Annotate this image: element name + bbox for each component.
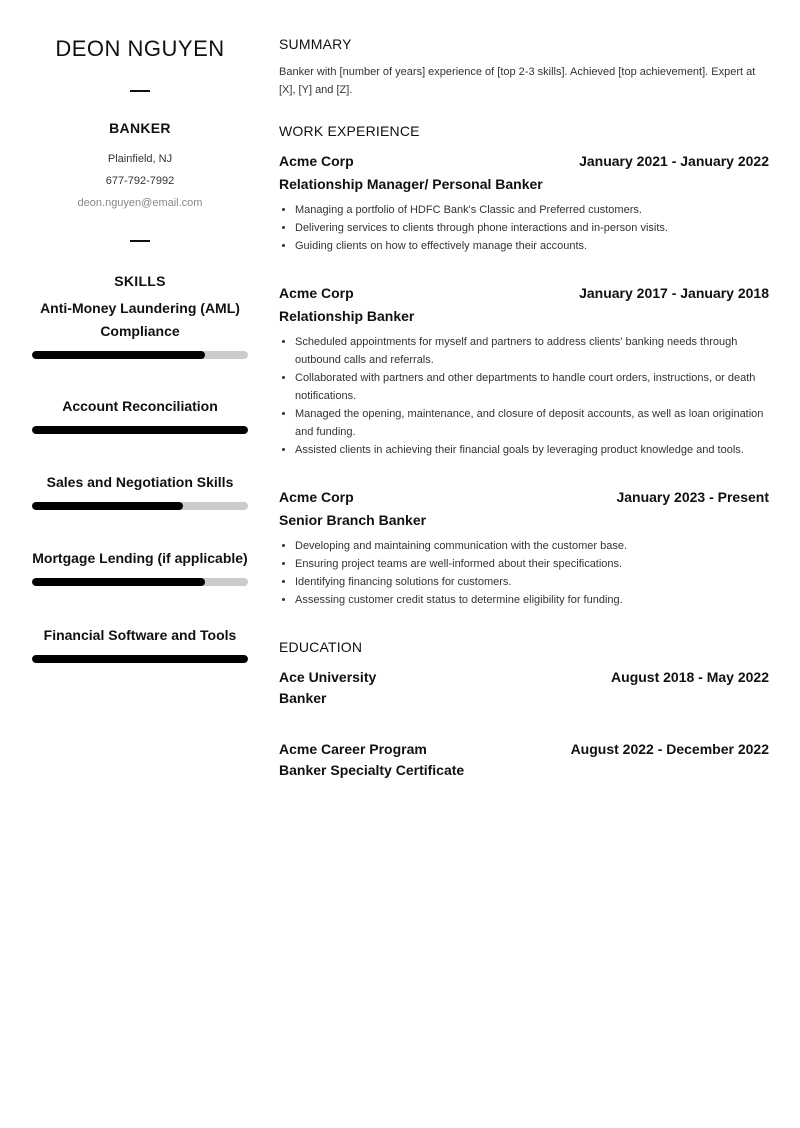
skill-item <box>30 547 250 586</box>
job-entry <box>279 489 769 609</box>
divider <box>130 240 150 242</box>
education-degree: Banker Specialty Certificate <box>279 762 465 778</box>
job-bullets <box>279 333 769 459</box>
list-item: • Identifying financing solutions for customers. <box>295 573 769 591</box>
list-item: • Guiding clients on how to effectively manage their accounts. <box>295 237 769 255</box>
skill-bar-fill <box>32 426 248 434</box>
skill-name: Sales and Negotiation Skills <box>46 474 234 490</box>
list-item: • Scheduled appointments for myself and partners to address clients' banking needs through outbound calls and referrals. <box>295 333 769 369</box>
job-company: Acme Corp <box>279 489 354 505</box>
education-dates: August 2018 - May 2022 <box>611 669 769 685</box>
job-bullets <box>279 537 769 609</box>
education-entry <box>279 741 769 778</box>
list-item: • Assessing customer credit status to determine eligibility for funding. <box>295 591 769 609</box>
skill-item <box>30 395 250 434</box>
skill-item <box>30 471 250 510</box>
skill-item <box>30 624 250 663</box>
job-title: BANKER <box>109 120 171 136</box>
job-company: Acme Corp <box>279 153 354 169</box>
candidate-name: DEON NGUYEN <box>55 36 225 61</box>
list-item: • Ensuring project teams are well-informed about their specifications. <box>295 555 769 573</box>
list-item: • Collaborated with partners and other departments to handle court orders, instructions, or death notifications. <box>295 369 769 405</box>
job-dates: January 2021 - January 2022 <box>579 153 769 169</box>
skill-bar-fill <box>32 578 205 586</box>
skill-bar <box>32 578 248 586</box>
education-school: Acme Career Program <box>279 741 427 757</box>
education-degree: Banker <box>279 690 327 706</box>
sidebar <box>30 0 250 663</box>
skill-bar-fill <box>32 351 205 359</box>
work-experience-heading: WORK EXPERIENCE <box>279 123 420 139</box>
phone: 677-792-7992 <box>105 175 175 187</box>
job-company: Acme Corp <box>279 285 354 301</box>
skill-name: Mortgage Lending (if applicable) <box>32 550 248 566</box>
education-dates: August 2022 - December 2022 <box>570 741 769 757</box>
summary-heading: SUMMARY <box>279 36 352 52</box>
skill-bar <box>32 351 248 359</box>
summary-text: Banker with [number of years] experience of [top 2-3 skills]. Achieved [top achievement]. Expert at [X], [Y] and [Z]. <box>279 66 756 96</box>
job-entry <box>279 285 769 459</box>
job-position: Relationship Banker <box>279 308 415 324</box>
email-link[interactable]: deon.nguyen@email.com <box>77 197 203 209</box>
divider <box>130 90 150 92</box>
list-item: • Managing a portfolio of HDFC Bank's Classic and Preferred customers. <box>295 201 769 219</box>
list-item: • Developing and maintaining communication with the customer base. <box>295 537 769 555</box>
job-position: Senior Branch Banker <box>279 512 427 528</box>
education-entry <box>279 669 769 706</box>
education-school: Ace University <box>279 669 377 685</box>
skill-bar <box>32 655 248 663</box>
skill-name: Account Reconciliation <box>62 398 218 414</box>
job-dates: January 2017 - January 2018 <box>579 285 769 301</box>
list-item: • Managed the opening, maintenance, and closure of deposit accounts, as well as loan origination and funding. <box>295 405 769 441</box>
skill-bar <box>32 502 248 510</box>
list-item: • Delivering services to clients through phone interactions and in-person visits. <box>295 219 769 237</box>
skills-heading: SKILLS <box>114 273 166 289</box>
list-item: • Assisted clients in achieving their financial goals by leveraging product knowledge and tools. <box>295 441 769 459</box>
education-heading: EDUCATION <box>279 639 363 655</box>
main-content <box>279 0 769 778</box>
skill-item <box>30 297 250 359</box>
job-entry <box>279 153 769 255</box>
skill-bar-fill <box>32 655 248 663</box>
skill-name: Financial Software and Tools <box>43 627 237 643</box>
skill-bar <box>32 426 248 434</box>
job-dates: January 2023 - Present <box>616 489 769 505</box>
location: Plainfield, NJ <box>107 153 173 165</box>
skill-bar-fill <box>32 502 183 510</box>
skill-name: Anti-Money Laundering (AML) Compliance <box>40 300 240 339</box>
job-position: Relationship Manager/ Personal Banker <box>279 176 543 192</box>
job-bullets <box>279 201 769 255</box>
